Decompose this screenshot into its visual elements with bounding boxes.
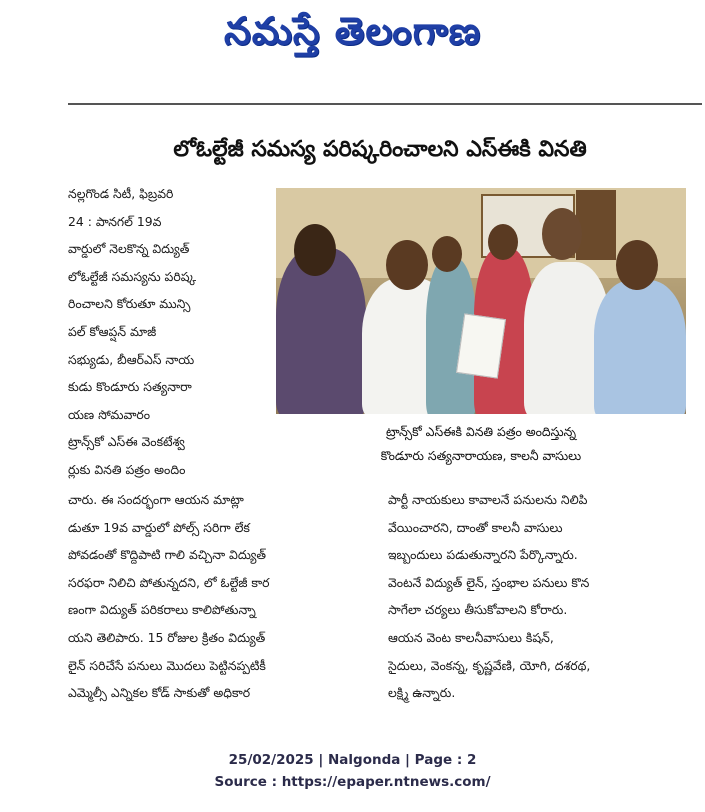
- article-line: సరఫరా నిలిచి పోతున్నదని, లో ఓల్టేజీ కార: [68, 574, 270, 590]
- article-line: నల్లగొండ సిటీ, ఫిబ్రవరి: [68, 186, 174, 201]
- article-line: ట్రాన్స్‌కో ఎస్ఈ వెంకటేశ్వ: [68, 434, 185, 450]
- article-line: సైదులు, వెంకన్న, కృష్ణవేణి, యోగి, దశరథ,: [388, 657, 591, 673]
- article-line: వార్డులో నెలకొన్న విద్యుత్: [68, 241, 190, 257]
- photo-person-head: [542, 208, 582, 260]
- article-line: వెంటనే విద్యుత్ లైన్, స్తంభాల పనులు కొన: [388, 574, 590, 590]
- article-line: చారు. ఈ సందర్భంగా ఆయన మాట్లా: [68, 492, 244, 507]
- article-column-left-bottom: [68, 486, 368, 707]
- photo-person: [594, 280, 686, 414]
- article-line: యణ సోమవారం: [68, 406, 151, 422]
- photo-person-head: [294, 224, 336, 276]
- photo-person-head: [488, 224, 518, 260]
- photo-person-head: [432, 236, 462, 272]
- article-line: ణంగా విద్యుత్ పరికరాలు కాలిపోతున్నా: [68, 602, 256, 618]
- article-line: ఇబ్బందులు పడుతున్నారని పేర్కొన్నారు.: [388, 547, 578, 563]
- article-line: ర్లుకు వినతి పత్రం అందిం: [68, 461, 186, 477]
- photo-caption-line: ట్రాన్స్‌కో ఎస్ఈకి వినతి పత్రం అందిస్తున్న: [385, 424, 577, 439]
- petition-paper: [456, 313, 506, 378]
- article-line: 24 : పానగల్ 19వ: [68, 213, 162, 229]
- article-line: ఎమ్మెల్సీ ఎన్నికల కోడ్ సాకుతో అధికార: [68, 685, 251, 701]
- page-footer: [0, 749, 705, 793]
- article-line: యని తెలిపారు. 15 రోజుల క్రితం విద్యుత్: [68, 629, 266, 645]
- photo-person-head: [386, 240, 428, 290]
- article-line: లక్ష్మి ఉన్నారు.: [388, 685, 456, 701]
- article-photo: [276, 188, 686, 414]
- photo-caption-line: కొండూరు సత్యనారాయణ, కాలనీ వాసులు: [380, 448, 582, 463]
- article-line: వేయించారని, దాంతో కాలనీ వాసులు: [388, 519, 563, 535]
- article-line: డుతూ 19వ వార్డులో పోల్స్ సరిగా లేక: [68, 519, 250, 535]
- article-column-right-bottom: [388, 486, 688, 707]
- masthead-divider: [68, 103, 702, 105]
- article-line: పార్టీ నాయకులు కావాలనే పనులను నిలిపి: [388, 492, 588, 507]
- photo-caption: [276, 420, 686, 468]
- article-line: రించాలని కోరుతూ మున్సి: [68, 296, 191, 312]
- article-line: పల్ కోఆప్షన్ మాజీ: [68, 323, 157, 339]
- masthead-logo: నమస్తే తెలంగాణ: [224, 8, 481, 53]
- article-line: కుడు కొండూరు సత్యనారా: [68, 379, 192, 395]
- article-line: సభ్యుడు, బీఆర్ఎస్ నాయ: [68, 351, 195, 367]
- article-column-left-top: [68, 180, 268, 484]
- footer-date-edition: 25/02/2025 | Nalgonda | Page : 2: [228, 752, 477, 768]
- article-headline: లోఓల్టేజీ సమస్య పరిష్కరించాలని ఎస్ఈకి వినతి: [173, 137, 587, 162]
- article-line: ఆయన వెంట కాలనీవాసులు కిషన్,: [388, 629, 554, 645]
- article-line: లోఓల్టేజీ సమస్యను పరిష్క: [68, 268, 197, 284]
- article-line: పోవడంతో కొద్దిపాటి గాలి వచ్చినా విద్యుత్: [68, 547, 267, 563]
- article-line: సాగేలా చర్యలు తీసుకోవాలని కోరారు.: [388, 602, 568, 618]
- photo-door: [576, 190, 616, 260]
- footer-source: Source : https://epaper.ntnews.com/: [214, 774, 491, 790]
- article-line: లైన్ సరిచేసే పనులు మొదలు పెట్టినప్పటికీ: [68, 657, 266, 673]
- photo-person-head: [616, 240, 658, 290]
